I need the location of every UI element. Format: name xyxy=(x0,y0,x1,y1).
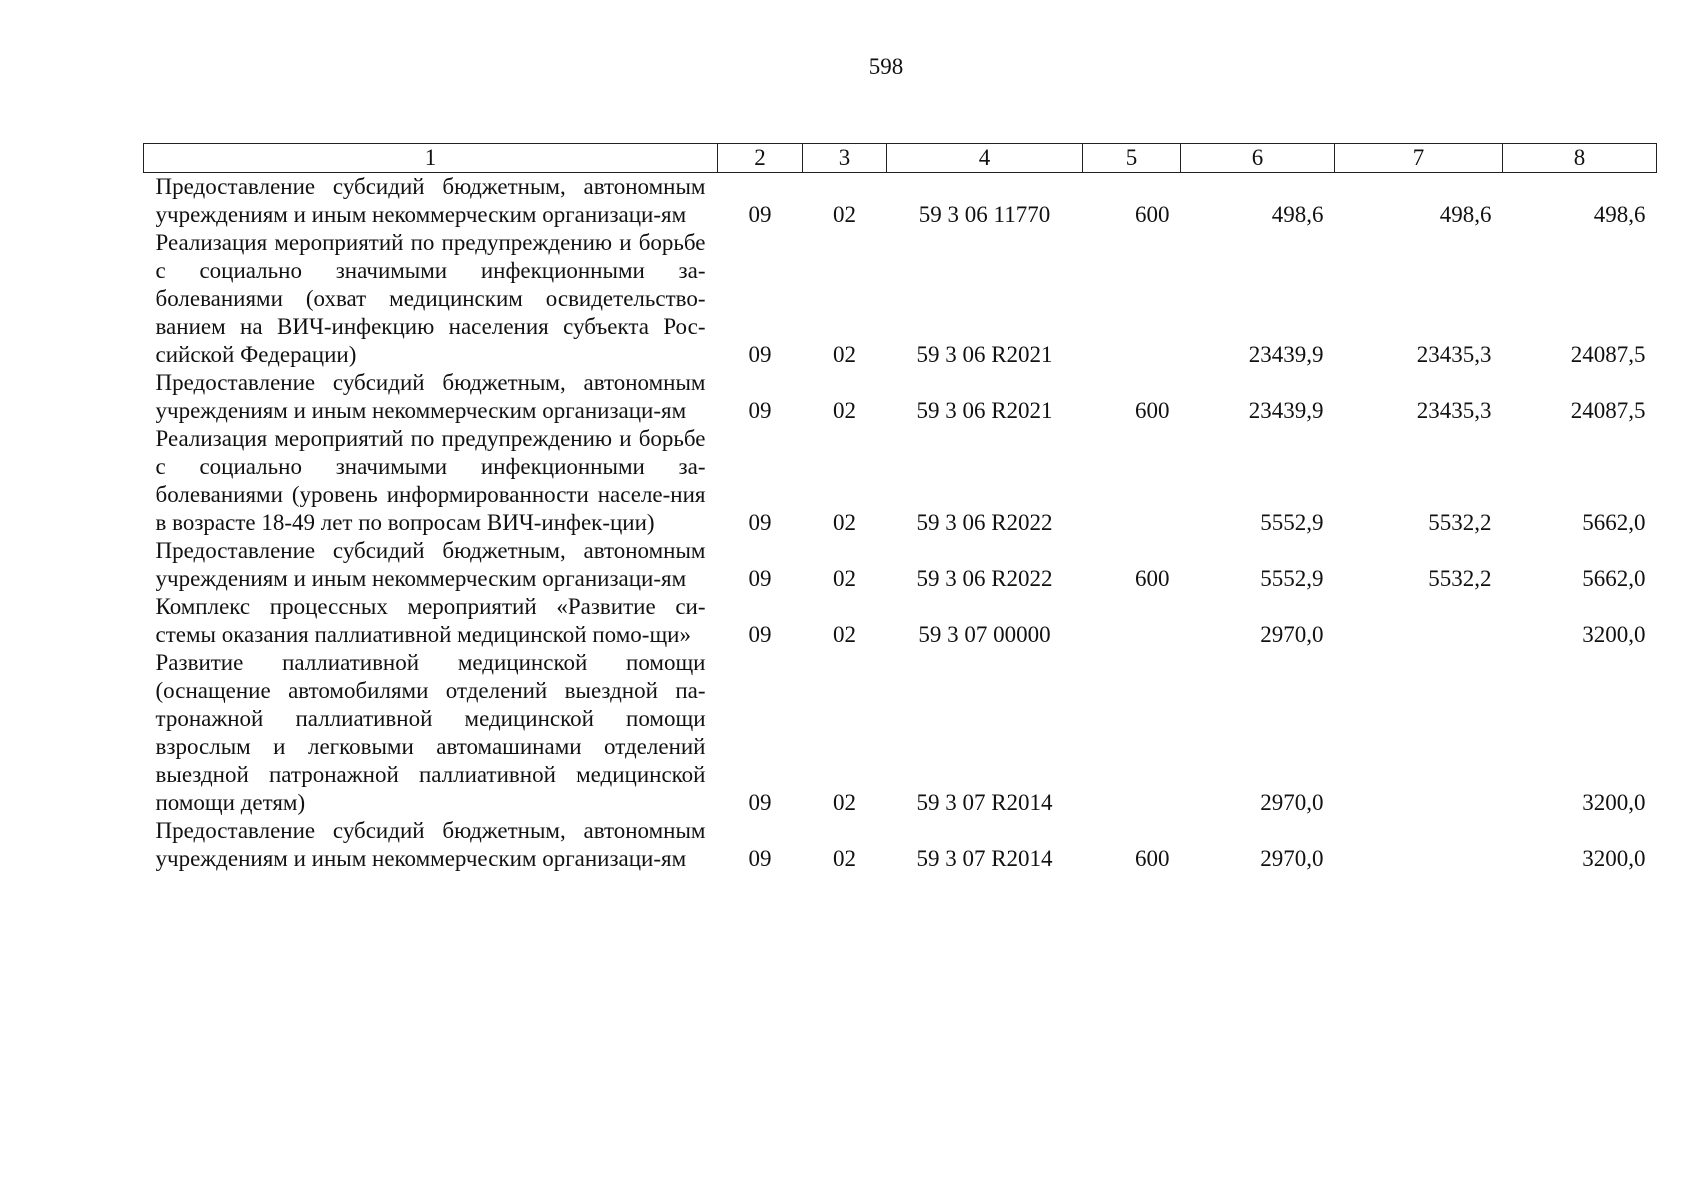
row-vr xyxy=(1083,649,1181,817)
table-row xyxy=(144,173,1657,230)
table-header xyxy=(144,144,1657,173)
row-year3: 5662,0 xyxy=(1582,510,1646,535)
row-csr: 59 3 07 R2014 xyxy=(916,790,1053,815)
row-year1: 23439,9 xyxy=(1248,398,1324,423)
row-rz: 09 xyxy=(748,202,772,227)
table-row xyxy=(144,593,1657,649)
header-col-6: 6 xyxy=(1181,144,1335,173)
row-csr: 59 3 06 R2021 xyxy=(916,342,1053,367)
row-vr: 600 xyxy=(1135,566,1170,591)
row-pr: 02 xyxy=(833,566,856,591)
row-year1: 2970,0 xyxy=(1260,790,1324,815)
row-csr: 59 3 06 R2021 xyxy=(916,398,1053,423)
header-col-3: 3 xyxy=(803,144,887,173)
row-pr: 02 xyxy=(833,846,856,871)
row-year2 xyxy=(1335,593,1503,649)
row-rz: 09 xyxy=(748,398,772,423)
row-year2 xyxy=(1335,817,1503,873)
header-col-2: 2 xyxy=(718,144,803,173)
row-name: Предоставление субсидий бюджетным, автономным учреждениям и иным некоммерческим организаци-ям xyxy=(155,174,706,227)
row-name: Реализация мероприятий по предупреждению и борьбе с социально значимыми инфекционными за-болеваниями (охват медицинским освидетельство-ванием на ВИЧ-инфекцию населения субъекта Рос-сийской Федерации) xyxy=(155,230,706,367)
row-name: Развитие паллиативной медицинской помощи (оснащение автомобилями отделений выездной па-тронажной паллиативной медицинской помощи взрослым и легковыми автомашинами отделений выездной патронажной паллиативной медицинской помощи детям) xyxy=(155,650,706,815)
row-csr: 59 3 07 R2014 xyxy=(916,846,1053,871)
row-year3: 24087,5 xyxy=(1570,342,1646,367)
row-rz: 09 xyxy=(748,846,772,871)
row-rz: 09 xyxy=(748,790,772,815)
row-rz: 09 xyxy=(748,342,772,367)
row-pr: 02 xyxy=(833,790,856,815)
row-year2: 23435,3 xyxy=(1416,398,1492,423)
row-pr: 02 xyxy=(833,342,856,367)
row-year1: 2970,0 xyxy=(1260,846,1324,871)
row-pr: 02 xyxy=(833,510,856,535)
row-vr xyxy=(1083,593,1181,649)
row-year2: 23435,3 xyxy=(1416,342,1492,367)
row-year1: 5552,9 xyxy=(1260,566,1324,591)
row-year2 xyxy=(1335,649,1503,817)
table-row xyxy=(144,425,1657,537)
budget-table xyxy=(143,143,1657,873)
table-row xyxy=(144,649,1657,817)
header-col-7: 7 xyxy=(1335,144,1503,173)
row-csr: 59 3 07 00000 xyxy=(918,622,1051,647)
row-year2: 498,6 xyxy=(1439,202,1492,227)
row-vr: 600 xyxy=(1135,846,1170,871)
row-rz: 09 xyxy=(748,510,772,535)
row-year1: 5552,9 xyxy=(1260,510,1324,535)
row-name: Реализация мероприятий по предупреждению и борьбе с социально значимыми инфекционными за-болеваниями (уровень информированности населе-ния в возрасте 18-49 лет по вопросам ВИЧ-инфек-ции) xyxy=(155,426,706,535)
row-pr: 02 xyxy=(833,398,856,423)
header-col-5: 5 xyxy=(1083,144,1181,173)
row-vr: 600 xyxy=(1135,398,1170,423)
row-vr xyxy=(1083,229,1181,369)
row-csr: 59 3 06 11770 xyxy=(918,202,1051,227)
row-year3: 5662,0 xyxy=(1582,566,1646,591)
row-year3: 3200,0 xyxy=(1582,622,1646,647)
header-col-1: 1 xyxy=(144,144,718,173)
row-year1: 498,6 xyxy=(1271,202,1324,227)
row-year3: 498,6 xyxy=(1593,202,1646,227)
row-year3: 24087,5 xyxy=(1570,398,1646,423)
table-row xyxy=(144,229,1657,369)
row-year2: 5532,2 xyxy=(1428,566,1492,591)
table-row xyxy=(144,537,1657,593)
row-csr: 59 3 06 R2022 xyxy=(916,510,1053,535)
row-rz: 09 xyxy=(748,622,772,647)
header-col-4: 4 xyxy=(887,144,1083,173)
header-col-8: 8 xyxy=(1503,144,1657,173)
row-year1: 2970,0 xyxy=(1260,622,1324,647)
row-year3: 3200,0 xyxy=(1582,846,1646,871)
row-pr: 02 xyxy=(833,202,856,227)
row-vr: 600 xyxy=(1135,202,1170,227)
row-pr: 02 xyxy=(833,622,856,647)
row-name: Предоставление субсидий бюджетным, автономным учреждениям и иным некоммерческим организаци-ям xyxy=(155,538,706,591)
row-year3: 3200,0 xyxy=(1582,790,1646,815)
table-row xyxy=(144,369,1657,425)
table-row xyxy=(144,817,1657,873)
row-name: Предоставление субсидий бюджетным, автономным учреждениям и иным некоммерческим организаци-ям xyxy=(155,370,706,423)
table-body xyxy=(144,173,1657,874)
row-year1: 23439,9 xyxy=(1248,342,1324,367)
row-name: Комплекс процессных мероприятий «Развитие си-стемы оказания паллиативной медицинской помо-щи» xyxy=(155,594,706,647)
header-row xyxy=(144,144,1657,173)
page-number: 598 xyxy=(868,54,904,79)
row-name: Предоставление субсидий бюджетным, автономным учреждениям и иным некоммерческим организаци-ям xyxy=(155,818,706,871)
row-csr: 59 3 06 R2022 xyxy=(916,566,1053,591)
row-vr xyxy=(1083,425,1181,537)
row-year2: 5532,2 xyxy=(1428,510,1492,535)
row-rz: 09 xyxy=(748,566,772,591)
